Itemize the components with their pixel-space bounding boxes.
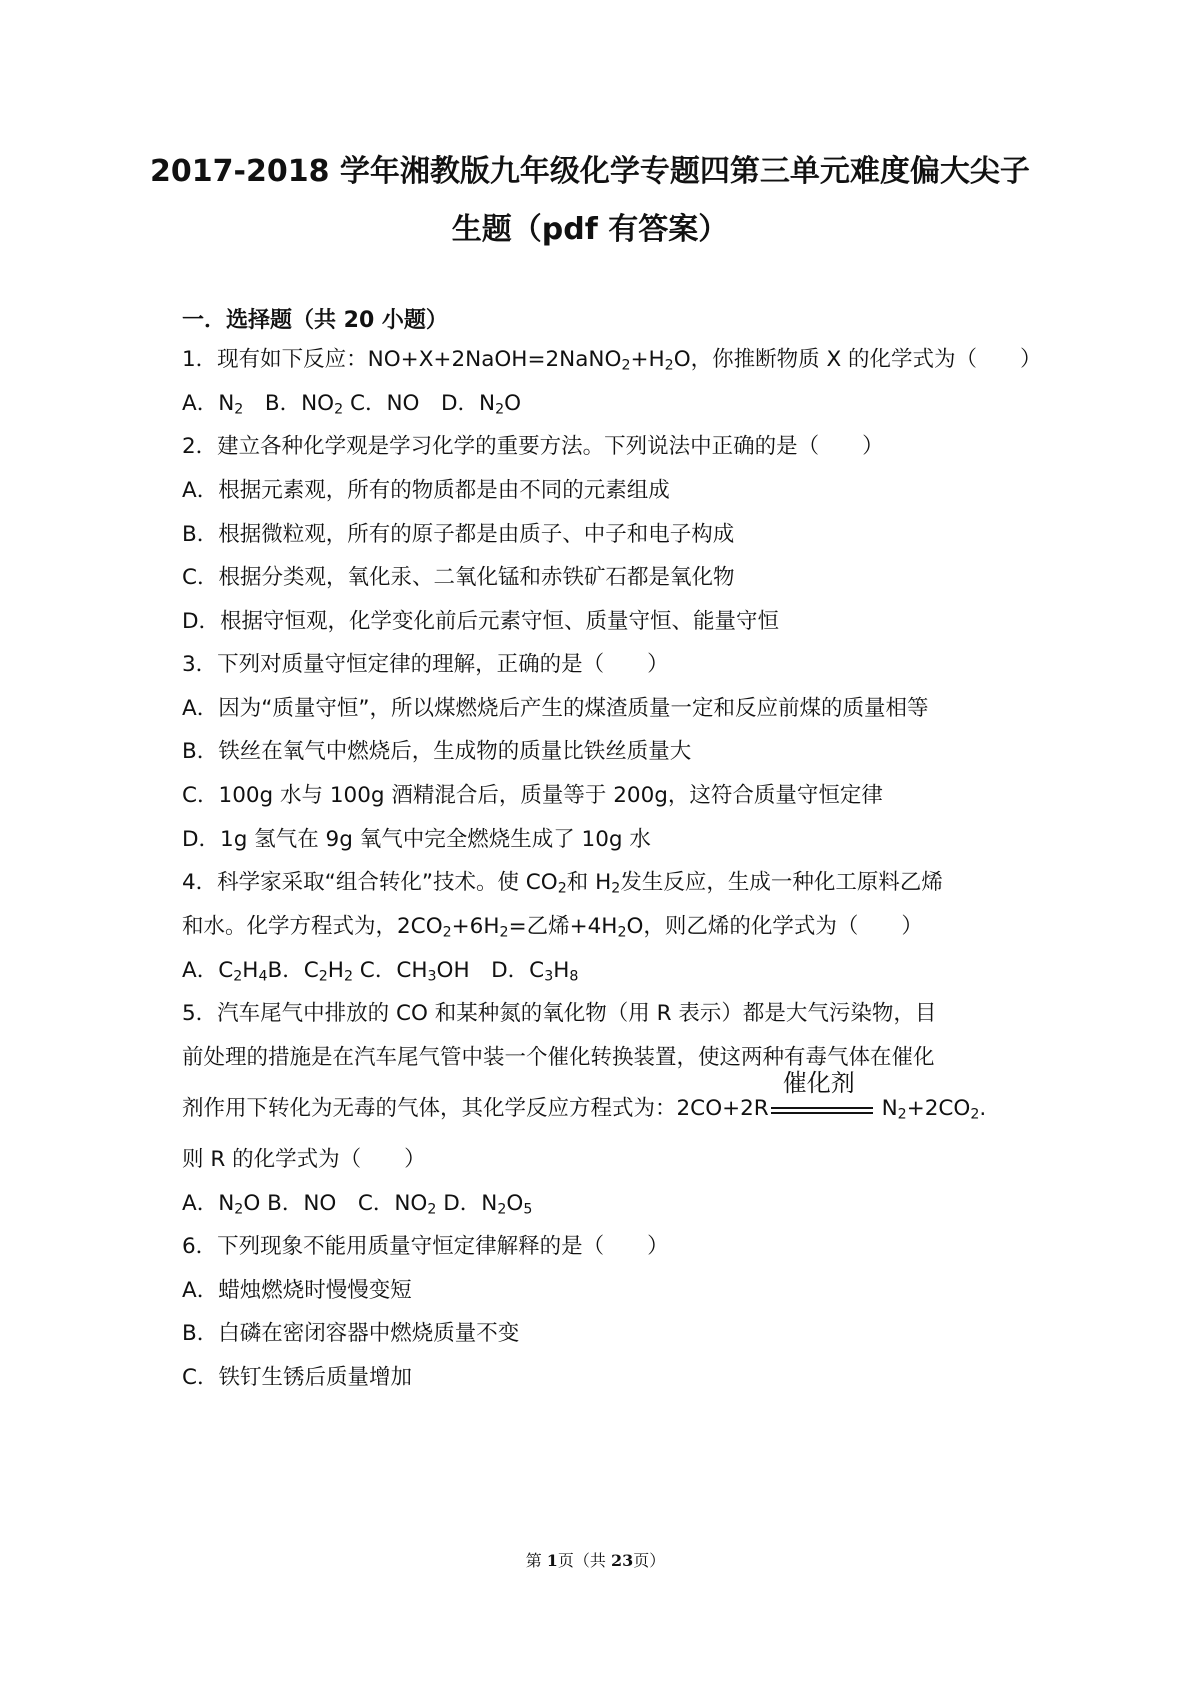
question-4-stem-line2: 和水。化学方程式为，$2CO_2+6H_2=$乙烯$+4H_2O$，则乙烯的化学式为（ ） [182, 914, 923, 941]
question-5-options: A．$N_2O$ B．NO C．$NO_2$ D．$N_2O_5$ [182, 1191, 533, 1218]
question-4-options: A．$C_2H_4B$．$C_2H_2$ C．$CH_3OH$ D．$C_3H_8$ [182, 958, 579, 985]
document-title-line2: 生题（pdf 有答案） [451, 212, 729, 247]
total-pages: 23 [611, 1551, 634, 1570]
question-6-option-b: B．白磷在密闭容器中燃烧质量不变 [182, 1321, 520, 1346]
question-5-stem-line4: 则 R 的化学式为（ ） [182, 1147, 426, 1172]
page-footer: 第 1页（共 23页） [525, 1551, 666, 1570]
question-3-option-d: D．1g 氢气在 9g 氧气中完全燃烧生成了 10g 水 [182, 827, 651, 852]
question-3-option-b: B．铁丝在氧气中燃烧后，生成物的质量比铁丝质量大 [182, 739, 692, 764]
question-6-option-a: A．蜡烛燃烧时慢慢变短 [182, 1278, 412, 1303]
current-page-number: 1 [546, 1551, 558, 1570]
question-5-stem-line2: 前处理的措施是在汽车尾气管中装一个催化转换装置，使这两种有毒气体在催化 [182, 1045, 935, 1070]
question-2-option-c: C．根据分类观，氧化汞、二氧化锰和赤铁矿石都是氧化物 [182, 565, 735, 590]
question-3-stem: 3．下列对质量守恒定律的理解，正确的是（ ） [182, 652, 669, 677]
question-2-option-b: B．根据微粒观，所有的原子都是由质子、中子和电子构成 [182, 522, 735, 547]
question-6-option-c: C．铁钉生锈后质量增加 [182, 1365, 413, 1390]
catalyst-label: 催化剂 [782, 1069, 855, 1097]
question-3-option-a: A．因为“质量守恒”，所以煤燃烧后产生的煤渣质量一定和反应前煤的质量相等 [182, 696, 929, 721]
document-title-line1: 2017-2018 学年湘教版九年级化学专题四第三单元难度偏大尖子 [150, 154, 1030, 189]
catalyst-reaction-arrow [769, 1069, 875, 1124]
question-2-option-a: A．根据元素观，所有的物质都是由不同的元素组成 [182, 478, 670, 503]
question-3-option-c: C．100g 水与 100g 酒精混合后，质量等于 200g，这符合质量守恒定律 [182, 783, 883, 808]
question-2-option-d: D．根据守恒观，化学变化前后元素守恒、质量守恒、能量守恒 [182, 609, 780, 634]
question-5-stem-line3: 剂作用下转化为无毒的气体，其化学反应方程式为：2CO+2R 催化剂 $N_2+2CO_2$. [182, 1069, 987, 1123]
section-heading: 一．选择题（共 20 小题） [182, 308, 448, 333]
question-1-stem: 1．现有如下反应：$NO+X+2NaOH=2NaNO_2+H_2O$，你推断物质 X 的化学式为（ ） [182, 347, 1042, 374]
question-2-stem: 2．建立各种化学观是学习化学的重要方法。下列说法中正确的是（ ） [182, 434, 884, 459]
question-5-stem-line1: 5．汽车尾气中排放的 CO 和某种氮的氧化物（用 R 表示）都是大气污染物，目 [182, 1001, 937, 1026]
question-1-options: A．$N_2$ B．$NO_2$ C．NO D．$N_2O$ [182, 391, 522, 418]
question-4-stem-line1: 4．科学家采取“组合转化”技术。使 $CO_2$和 $H_2$发生反应，生成一种化工原料乙烯 [182, 870, 943, 897]
question-6-stem: 6．下列现象不能用质量守恒定律解释的是（ ） [182, 1234, 669, 1259]
